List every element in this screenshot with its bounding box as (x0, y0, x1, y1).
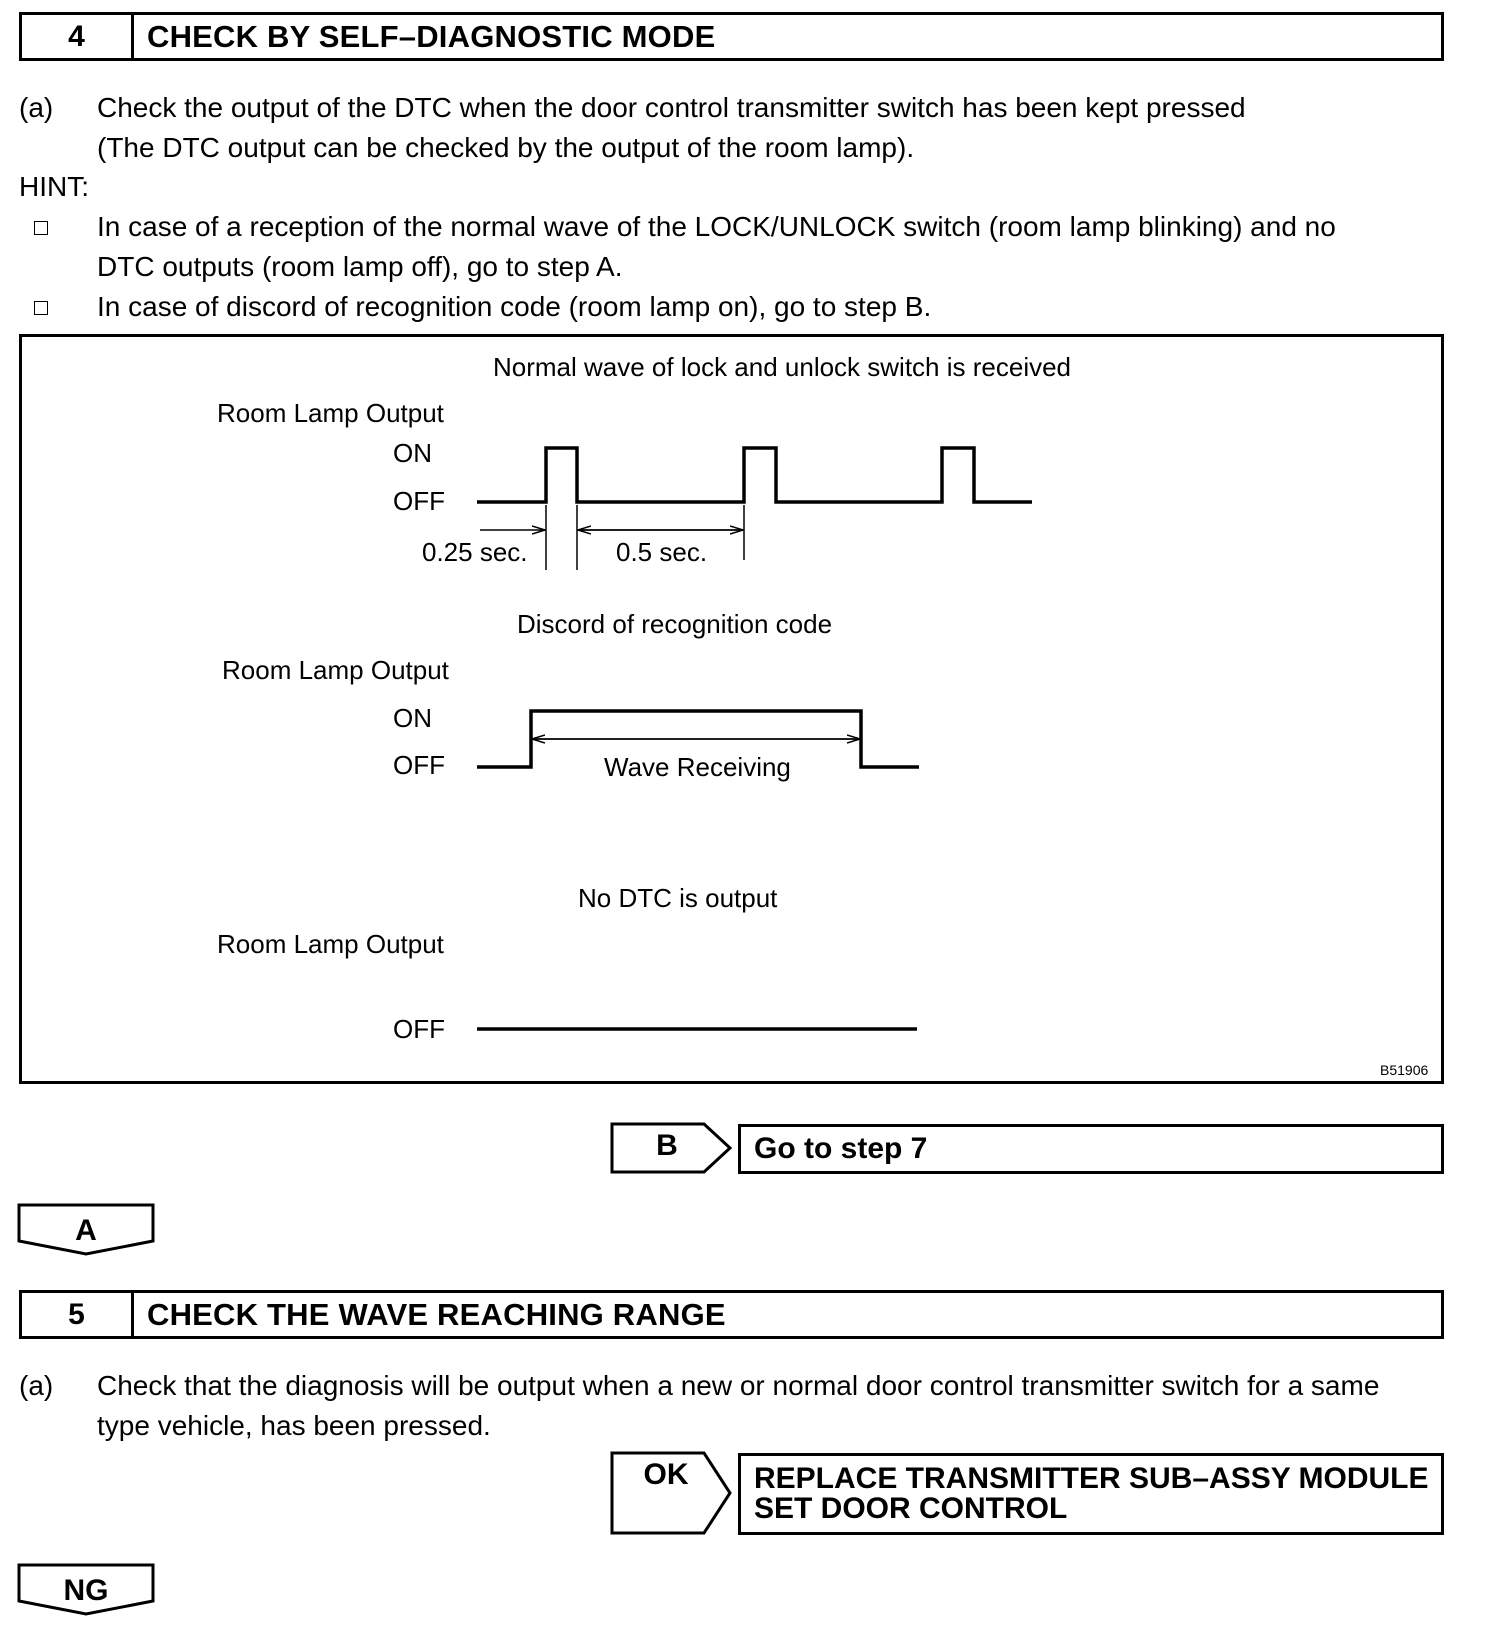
room-lamp-output-label: Room Lamp Output (217, 929, 444, 959)
result-tag-ok: OK (643, 1458, 689, 1491)
figure-code: B51906 (1380, 1062, 1429, 1078)
step-5-header (19, 1290, 1444, 1339)
room-lamp-output-label: Room Lamp Output (217, 398, 444, 428)
step-title: CHECK THE WAVE REACHING RANGE (147, 1296, 726, 1332)
instruction-line: type vehicle, has been pressed. (97, 1410, 491, 1441)
room-lamp-output-label: Room Lamp Output (222, 655, 449, 685)
instruction-line: (The DTC output can be checked by the output of the room lamp). (97, 132, 915, 163)
step-number: 5 (22, 1293, 134, 1336)
normal-wave-trace (477, 448, 995, 502)
step-title: CHECK BY SELF–DIAGNOSTIC MODE (147, 18, 716, 54)
pulse-width-label: 0.25 sec. (422, 537, 528, 567)
off-label: OFF (393, 486, 445, 516)
hint-line: In case of a reception of the normal wave of the LOCK/UNLOCK switch (room lamp blinking) and no (97, 211, 1336, 242)
hint-label: HINT: (19, 171, 89, 202)
instruction-line: Check that the diagnosis will be output when a new or normal door control transmitter switch for a same (97, 1370, 1380, 1401)
item-label-a: (a) (19, 92, 54, 123)
diagram-title-discord: Discord of recognition code (517, 609, 833, 639)
result-ok-line: SET DOOR CONTROL (754, 1492, 1068, 1525)
pulse-gap-label: 0.5 sec. (616, 537, 708, 567)
on-label: ON (393, 438, 432, 468)
instruction-line: Check the output of the DTC when the door control transmitter switch has been kept pressed (97, 92, 1246, 123)
result-ok-box (738, 1453, 1444, 1535)
step-number: 4 (22, 15, 134, 58)
item-label-a: (a) (19, 1370, 54, 1401)
result-b-box: Go to step 7 (738, 1124, 1444, 1174)
result-tag-b: B (656, 1129, 678, 1162)
off-label: OFF (393, 750, 445, 780)
on-label: ON (393, 703, 432, 733)
diagram-title-normal: Normal wave of lock and unlock switch is received (493, 352, 1072, 382)
hint-line: DTC outputs (room lamp off), go to step A. (97, 251, 623, 282)
result-ok-line: REPLACE TRANSMITTER SUB–ASSY MODULE (754, 1462, 1429, 1495)
step-tag-a: A (75, 1214, 97, 1247)
off-label: OFF (393, 1014, 445, 1044)
wave-receiving-label: Wave Receiving (604, 752, 791, 782)
step-tag-ng: NG (63, 1574, 109, 1607)
hint-line: In case of discord of recognition code (room lamp on), go to step B. (97, 291, 932, 322)
diagram-title-no-dtc: No DTC is output (578, 883, 778, 913)
